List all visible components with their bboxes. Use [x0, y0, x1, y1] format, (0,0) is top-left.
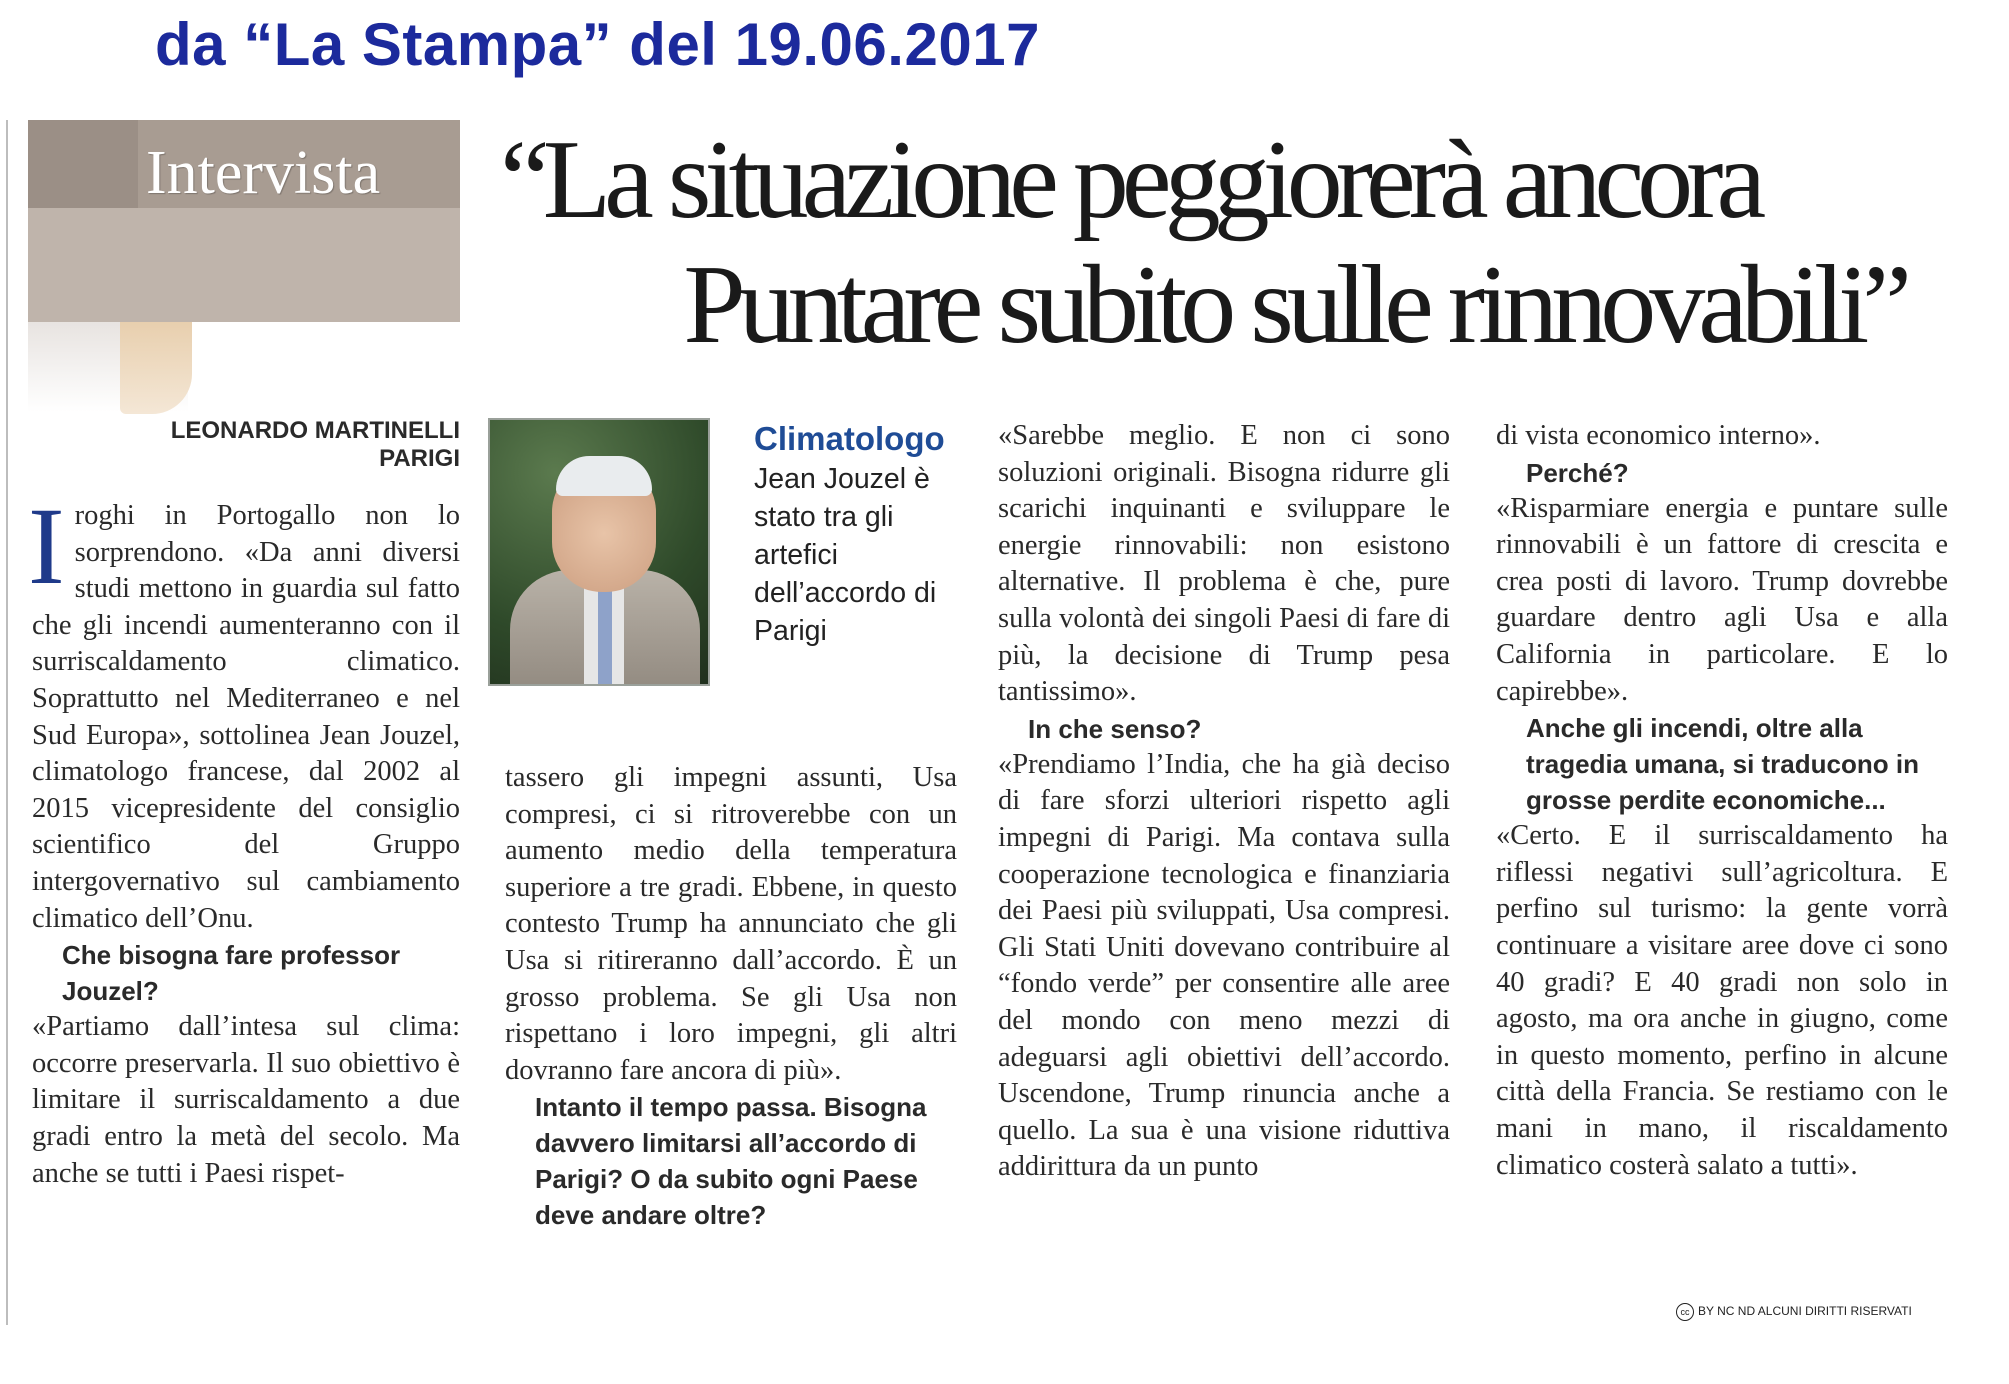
question: Perché? — [1526, 457, 1629, 488]
answer-paragraph: «Partiamo dall’intesa sul clima: occorre preservarla. Il suo obiettivo è limitare il surriscaldamento a due gradi entro la metà del secolo. Ma anche se tutti i Paesi rispet- — [32, 1011, 460, 1189]
creative-commons-icon: cc — [1676, 1303, 1694, 1321]
photo-hair — [556, 456, 652, 496]
caption-title: Climatologo — [754, 420, 945, 457]
article-column-3 — [998, 418, 1450, 1186]
column-rule — [6, 120, 8, 1325]
question: In che senso? — [1028, 713, 1202, 744]
answer-paragraph: «Prendiamo l’India, che ha già deciso di fare sforzi ulteriori rispetto agli impegni di Parigi. Ma contava sulla cooperazione tecnologica e finanziaria dei Paesi più sviluppati, Usa compresi. Gli Stati Uniti dovevano contribuire al “fondo verde” per consentire alle aree del mondo con meno mezzi di adeguarsi agli obiettivi dell’accordo. Uscendone, Trump rinuncia anche a quello. La sua è una visione riduttiva addirittura da un punto — [998, 748, 1450, 1183]
article-column-2 — [505, 760, 957, 1233]
photo-tie — [598, 590, 612, 685]
drop-cap: I — [28, 485, 65, 607]
caption-text: Jean Jouzel è stato tra gli artefici dell’accordo di Parigi — [754, 463, 937, 647]
headline-line-2: Puntare subito sulle rinnovabili” — [683, 243, 1905, 367]
paragraph-text: roghi in Portogallo non lo sorprendono. «Da anni diversi studi mettono in guardia sul fatto che gli incendi aumenteranno con il surriscaldamento climatico. Soprattutto nel Mediterraneo e nel Sud Europa», sottolinea Jean Jouzel, climatologo francese, dal 2002 al 2015 vicepresidente del consiglio scientifico del Gruppo intergovernativo sul cambiamento climatico dell’Onu. — [32, 500, 460, 934]
byline — [60, 417, 460, 473]
headline-line-1: “La situazione peggiorerà ancora — [500, 118, 1760, 242]
answer-paragraph: tassero gli impegni assunti, Usa compresi, ci si ritroverebbe con un aumento medio della temperatura superiore a tre gradi. Ebbene, in questo contesto Trump ha annunciato che gli Usa si ritireranno dall’accordo. È un grosso problema. Se gli Usa non rispettano i loro impegni, gli altri dovranno fare ancora di più». — [505, 762, 957, 1086]
lead-paragraph — [28, 485, 460, 937]
rubric-label: Intervista — [146, 139, 381, 207]
license-notice — [1676, 1303, 1912, 1321]
portrait-photo — [488, 418, 710, 686]
answer-paragraph: «Certo. E il surriscaldamento ha riflessi negativi sull’agricoltura. E perfino sul turismo: la gente vorrà continuare a visitare aree dove ci sono 40 gradi? E 40 gradi non solo in agosto, ma ora anche in giugno, come in questo momento, perfino in alcune città della Francia. Se restiamo con le mani in mano, il riscaldamento climatico costerà salato a tutti». — [1496, 820, 1948, 1181]
answer-paragraph: «Sarebbe meglio. E non ci sono soluzioni originali. Bisogna ridurre gli scarichi inquinanti e sviluppare le energie rinnovabili: non esistono alternative. Il problema è che, pure sulla volontà dei singoli Paesi di fare di più, la decisione di Trump pesa tantissimo». — [998, 420, 1450, 708]
source-line: da “La Stampa” del 19.06.2017 — [155, 11, 1040, 78]
quote-comma-icon — [120, 322, 192, 414]
article-column-4 — [1496, 418, 1948, 1184]
answer-paragraph: «Risparmiare energia e puntare sulle rinnovabili è un fattore di crescita e crea posti di lavoro. Trump dovrebbe guardare dentro agli Usa e alla California in particolare. E lo capirebbe». — [1496, 492, 1948, 707]
author-name: LEONARDO MARTINELLI — [170, 417, 460, 444]
license-text: BY NC ND ALCUNI DIRITTI RISERVATI — [1698, 1304, 1912, 1319]
headline — [500, 118, 1945, 368]
rubric-band-light — [28, 208, 460, 322]
author-location: PARIGI — [379, 445, 460, 472]
question: Anche gli incendi, oltre alla tragedia umana, si traducono in grosse perdite economiche... — [1526, 713, 1919, 816]
question: Intanto il tempo passa. Bisogna davvero limitarsi all’accordo di Parigi? O da subito ogni Paese deve andare oltre? — [535, 1092, 927, 1231]
answer-paragraph: di vista economico interno». — [1496, 420, 1821, 451]
article-column-1 — [28, 485, 460, 1192]
question: Che bisogna fare professor Jouzel? — [62, 940, 401, 1007]
